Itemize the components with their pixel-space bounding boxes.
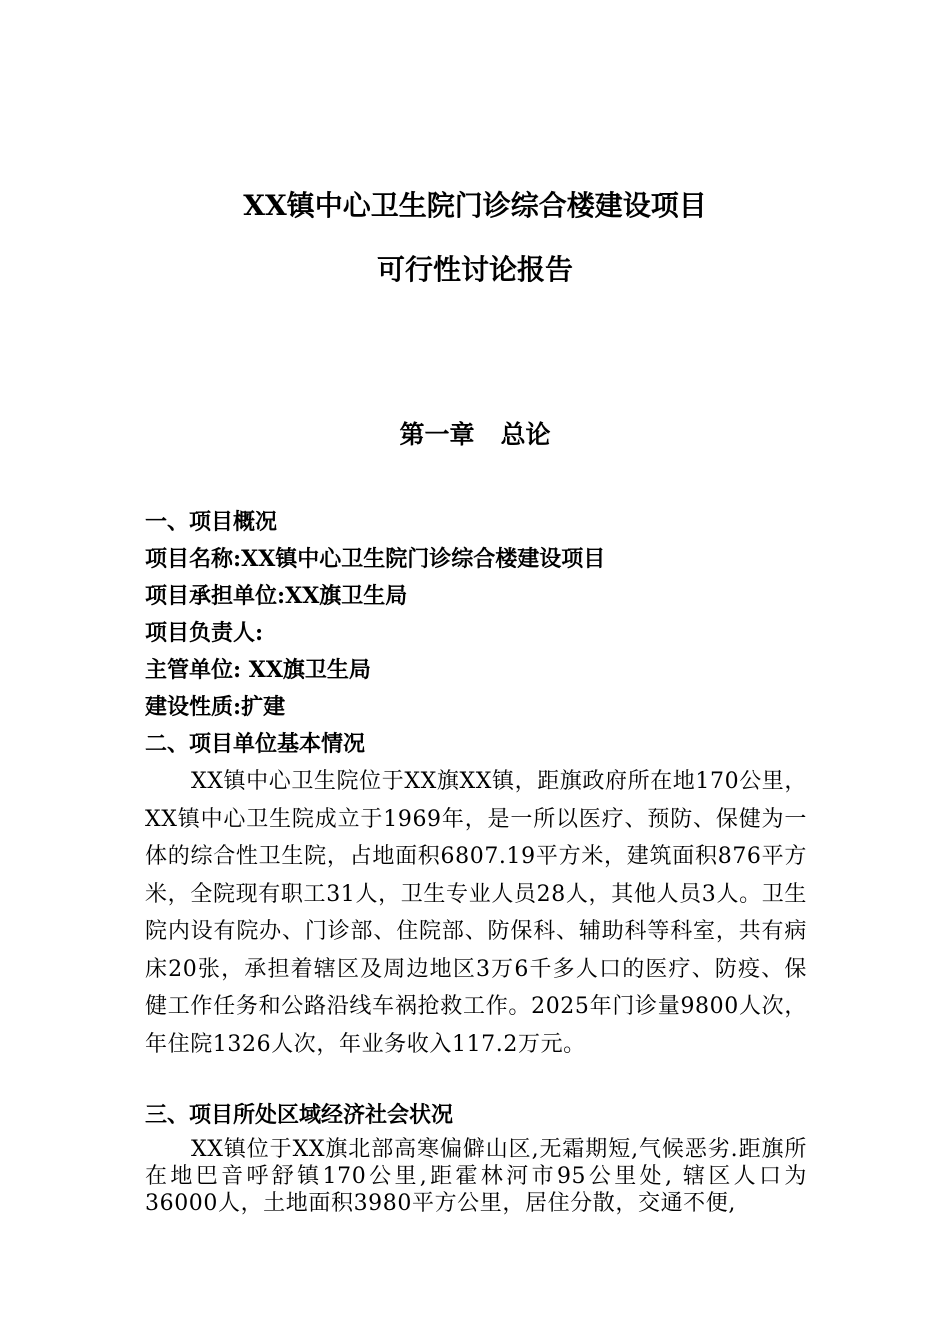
unit-info-text: XX镇中心卫生院位于XX旗XX镇，距旗政府所在地170公里，XX镇中心卫生院成立于1969年，是一所以医疗、预防、保健为一体的综合性卫生院，占地面积6807.19平方米，建筑面积876平方米，全院现有职工31人，卫生专业人员28人，其他人员3人。卫生院内设有院办、门诊部、住院部、防保科、辅助科等科室，共有病床20张，承担着辖区及周边地区3万6千多人口的医疗、防疫、保健工作任务和公路沿线车祸抢救工作。2025年门诊量9800人次，年住院1326人次，年业务收入117.2万元。	[145, 769, 807, 1057]
section-heading-overview: 一、项目概况	[145, 509, 278, 535]
section-heading-regional-status: 三、项目所处区域经济社会状况	[145, 1102, 454, 1128]
section-heading-unit-info: 二、项目单位基本情况	[145, 731, 366, 757]
regional-status-paragraph	[145, 1136, 807, 1217]
unit-info-paragraph	[145, 763, 807, 1063]
report-title-line-1: XX镇中心卫生院门诊综合楼建设项目	[243, 189, 707, 222]
construction-nature: 建设性质:扩建	[145, 694, 286, 720]
supervising-unit: 主管单位: XX旗卫生局	[145, 657, 371, 683]
project-name: 项目名称:XX镇中心卫生院门诊综合楼建设项目	[145, 546, 606, 572]
chapter-heading: 第一章 总论	[399, 420, 551, 449]
responsible-person: 项目负责人:	[145, 620, 264, 646]
report-title-line-2: 可行性讨论报告	[376, 253, 573, 286]
undertaking-unit: 项目承担单位:XX旗卫生局	[145, 583, 408, 609]
regional-status-text: XX镇位于XX旗北部高寒偏僻山区,无霜期短,气候恶劣.距旗所在地巴音呼舒镇170公里,距霍林河市95公里处, 辖区人口为36000人，土地面积3980平方公里，居住分散，交通不便,	[145, 1137, 807, 1216]
